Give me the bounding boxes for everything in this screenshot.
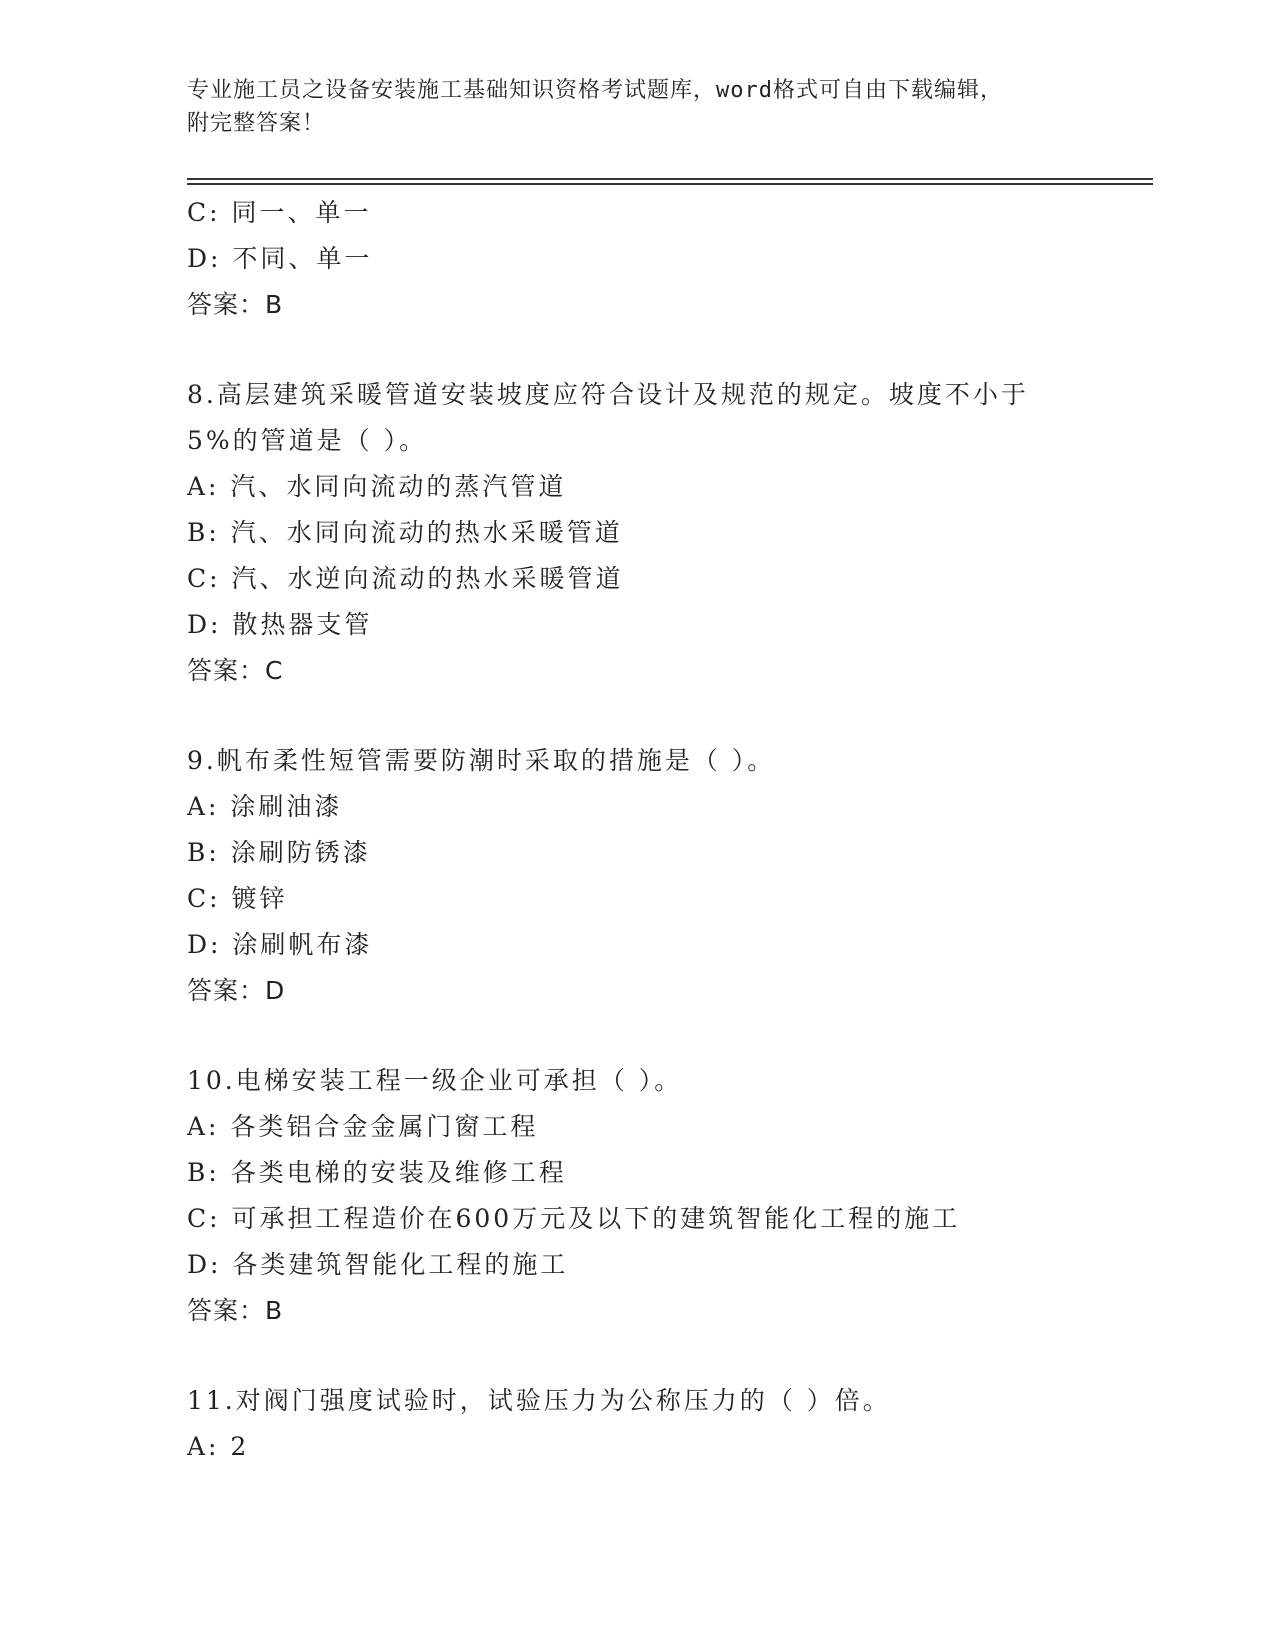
option-c: C: 镀锌 xyxy=(187,884,288,913)
option-b: B: 各类电梯的安装及维修工程 xyxy=(187,1158,567,1187)
option-d: D: 不同、单一 xyxy=(187,244,373,273)
previous-question-tail xyxy=(187,190,1147,328)
option-c: C: 汽、水逆向流动的热水采暖管道 xyxy=(187,564,624,593)
header-line-2: 附完整答案！ xyxy=(187,111,326,136)
option-b: B: 汽、水同向流动的热水采暖管道 xyxy=(187,518,623,547)
option-d: D: 散热器支管 xyxy=(187,610,373,639)
question-11 xyxy=(187,1378,1147,1470)
header-line-1: 专业施工员之设备安装施工基础知识资格考试题库，word格式可自由下载编辑， xyxy=(187,78,1003,103)
header-rule-bottom xyxy=(187,183,1153,185)
option-a: A: 各类铝合金金属门窗工程 xyxy=(187,1112,539,1141)
answer: 答案：D xyxy=(187,976,286,1005)
option-d: D: 各类建筑智能化工程的施工 xyxy=(187,1250,569,1279)
option-a: A: 涂刷油漆 xyxy=(187,792,343,821)
option-b: B: 涂刷防锈漆 xyxy=(187,838,371,867)
header-rule-top xyxy=(187,178,1153,180)
question-8 xyxy=(187,372,1147,694)
answer: 答案：B xyxy=(187,290,284,319)
question-list xyxy=(187,190,1147,1514)
option-a: A: 汽、水同向流动的蒸汽管道 xyxy=(187,472,567,501)
question-text: 8.高层建筑采暖管道安装坡度应符合设计及规范的规定。坡度不小于 xyxy=(187,380,1029,409)
option-d: D: 涂刷帆布漆 xyxy=(187,930,373,959)
document-header xyxy=(187,74,1147,140)
answer: 答案：C xyxy=(187,656,284,685)
question-text: 11.对阀门强度试验时，试验压力为公称压力的（ ）倍。 xyxy=(187,1386,891,1415)
answer: 答案：B xyxy=(187,1296,284,1325)
question-text: 9.帆布柔性短管需要防潮时采取的措施是（ ）。 xyxy=(187,746,776,775)
question-text-cont: 5%的管道是（ ）。 xyxy=(187,426,428,455)
question-text: 10.电梯安装工程一级企业可承担（ ）。 xyxy=(187,1066,683,1095)
question-9 xyxy=(187,738,1147,1014)
option-c: C: 可承担工程造价在600万元及以下的建筑智能化工程的施工 xyxy=(187,1204,961,1233)
option-a: A: 2 xyxy=(187,1432,250,1461)
question-10 xyxy=(187,1058,1147,1334)
option-c: C: 同一、单一 xyxy=(187,198,372,227)
